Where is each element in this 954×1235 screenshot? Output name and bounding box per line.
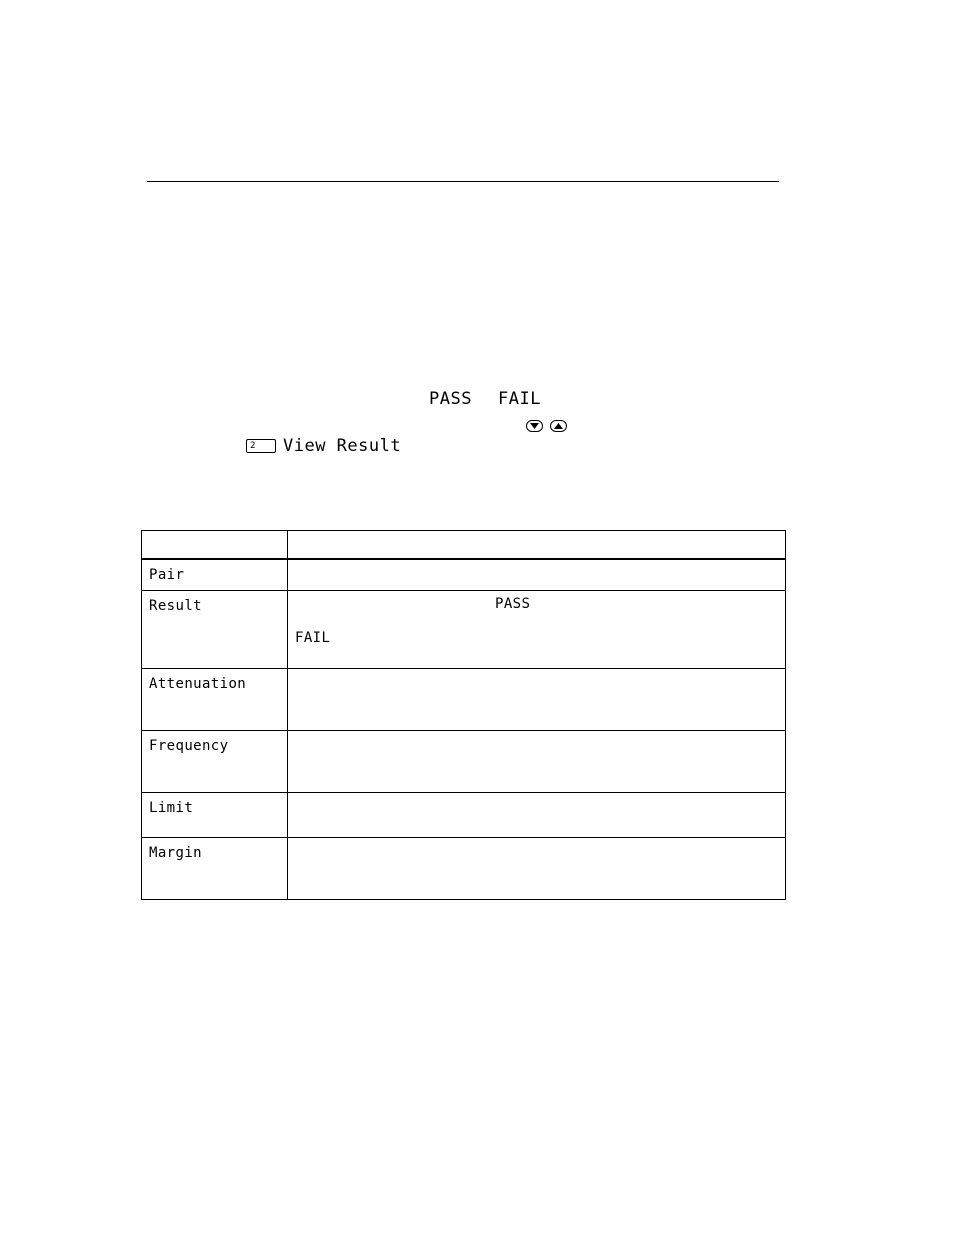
table-row-desc-cell: [288, 590, 786, 668]
pass-status-text: PASS: [429, 389, 472, 409]
header-rule: [147, 181, 779, 182]
table-row: [142, 559, 786, 590]
table-row-label-cell: [142, 559, 288, 590]
table-row-desc-cell: [288, 668, 786, 730]
table-row: [142, 590, 786, 668]
table-row-desc-cell: [288, 792, 786, 837]
row-label-margin: Margin: [149, 844, 202, 861]
table-row-label-cell: [142, 837, 288, 899]
results-table: [141, 530, 786, 900]
table-header-row: [142, 531, 786, 560]
table-row: [142, 730, 786, 792]
table-row: [142, 668, 786, 730]
softkey-number: 2: [250, 441, 256, 451]
table-row-label-cell: [142, 730, 288, 792]
row-label-limit: Limit: [149, 799, 194, 816]
result-pass-text: PASS: [495, 595, 531, 612]
table-row-desc-cell: [288, 837, 786, 899]
row-label-attenuation: Attenuation: [149, 675, 247, 692]
row-label-result: Result: [149, 597, 202, 614]
view-result-softkey-label[interactable]: View Result: [283, 436, 402, 456]
table-row-desc-cell: [288, 559, 786, 590]
arrow-up-icon[interactable]: [550, 420, 567, 432]
table-row-label-cell: [142, 668, 288, 730]
table-row: [142, 792, 786, 837]
table-row-label-cell: [142, 792, 288, 837]
softkey-2-icon[interactable]: [246, 439, 276, 453]
result-fail-text: FAIL: [295, 629, 331, 646]
row-label-pair: Pair: [149, 567, 185, 583]
table-row: [142, 837, 786, 899]
table-header-cell: [142, 531, 288, 560]
arrow-down-icon[interactable]: [526, 420, 543, 432]
table-header-cell: [288, 531, 786, 560]
fail-status-text: FAIL: [498, 389, 541, 409]
row-label-frequency: Frequency: [149, 737, 229, 754]
table-row-label-cell: [142, 590, 288, 668]
table-row-desc-cell: [288, 730, 786, 792]
